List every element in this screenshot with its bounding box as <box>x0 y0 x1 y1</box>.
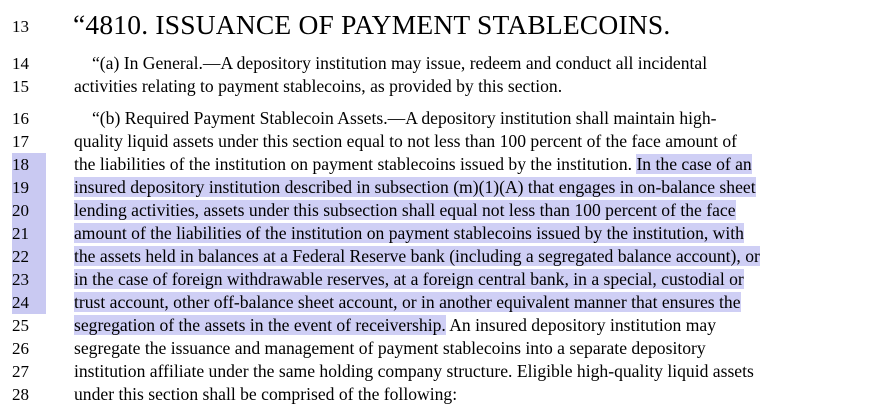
line-number: 14 <box>12 54 29 73</box>
line-text[interactable]: under this section shall be comprised of the following: <box>74 384 458 404</box>
text-line <box>0 153 885 176</box>
selected-text[interactable]: In the case of an <box>636 154 752 174</box>
selected-text[interactable]: segregation of the assets in the event of receivership. <box>74 315 446 335</box>
line-number: 24 <box>12 291 46 314</box>
line-number: 20 <box>12 199 46 222</box>
text-line <box>0 291 885 314</box>
line-text[interactable] <box>74 199 736 222</box>
text-line <box>0 222 885 245</box>
section-heading[interactable]: “4810. ISSUANCE OF PAYMENT STABLECOINS. <box>73 9 671 40</box>
line-number: 26 <box>12 339 29 358</box>
line-text[interactable]: quality liquid assets under this section equal to not less than 100 percent of the face amount of <box>74 131 738 151</box>
line-text[interactable] <box>74 153 752 176</box>
selected-text[interactable]: trust account, other off-balance sheet account, or in another equivalent manner that ensures the <box>74 292 741 312</box>
line-number: 21 <box>12 222 46 245</box>
line-number: 16 <box>12 109 29 128</box>
text-line <box>0 130 885 153</box>
line-text[interactable]: “(b) Required Payment Stablecoin Assets.—A depository institution shall maintain high- <box>92 108 717 128</box>
selected-text[interactable]: in the case of foreign withdrawable reserves, at a foreign central bank, in a special, custodial or <box>74 269 744 289</box>
text-line <box>0 199 885 222</box>
line-number: 27 <box>12 362 29 381</box>
line-number: 28 <box>12 385 29 404</box>
line-text[interactable] <box>74 268 744 291</box>
selected-text[interactable]: amount of the liabilities of the institution on payment stablecoins issued by the institution, with <box>74 223 744 243</box>
line-text[interactable]: activities relating to payment stablecoins, as provided by this section. <box>74 76 563 96</box>
line-text[interactable] <box>74 222 744 245</box>
line-text[interactable] <box>74 314 716 337</box>
line-number: 15 <box>12 77 29 96</box>
text-line <box>0 245 885 268</box>
line-number: 17 <box>12 132 29 151</box>
line-number: 18 <box>12 153 46 176</box>
line-number: 25 <box>12 316 29 335</box>
line-text[interactable] <box>74 291 741 314</box>
line-text-plain: the liabilities of the institution on payment stablecoins issued by the institution. <box>74 154 637 174</box>
line-text[interactable]: segregate the issuance and management of payment stablecoins into a separate depository <box>74 338 706 358</box>
line-number: 22 <box>12 245 46 268</box>
line-text[interactable] <box>74 176 756 199</box>
text-line <box>0 337 885 360</box>
text-line <box>0 176 885 199</box>
text-line <box>0 268 885 291</box>
line-text[interactable] <box>74 245 760 268</box>
text-line <box>0 52 885 75</box>
line-number: 23 <box>12 268 46 291</box>
line-number: 19 <box>12 176 46 199</box>
text-line <box>0 107 885 130</box>
section-heading-line <box>0 5 885 45</box>
text-line <box>0 314 885 337</box>
line-text[interactable]: “(a) In General.—A depository institution may issue, redeem and conduct all incidental <box>92 53 708 73</box>
line-text[interactable]: institution affiliate under the same holding company structure. Eligible high-quality liquid assets <box>74 361 754 381</box>
text-line <box>0 360 885 383</box>
text-line <box>0 383 885 406</box>
line-text-plain: An insured depository institution may <box>445 315 717 335</box>
selected-text[interactable]: the assets held in balances at a Federal Reserve bank (including a segregated balance account), or <box>74 246 760 266</box>
selected-text[interactable]: insured depository institution described in subsection (m)(1)(A) that engages in on-balance sheet <box>74 177 756 197</box>
line-number: 13 <box>12 17 29 36</box>
text-line <box>0 75 885 98</box>
selected-text[interactable]: lending activities, assets under this subsection shall equal not less than 100 percent of the face <box>74 200 736 220</box>
